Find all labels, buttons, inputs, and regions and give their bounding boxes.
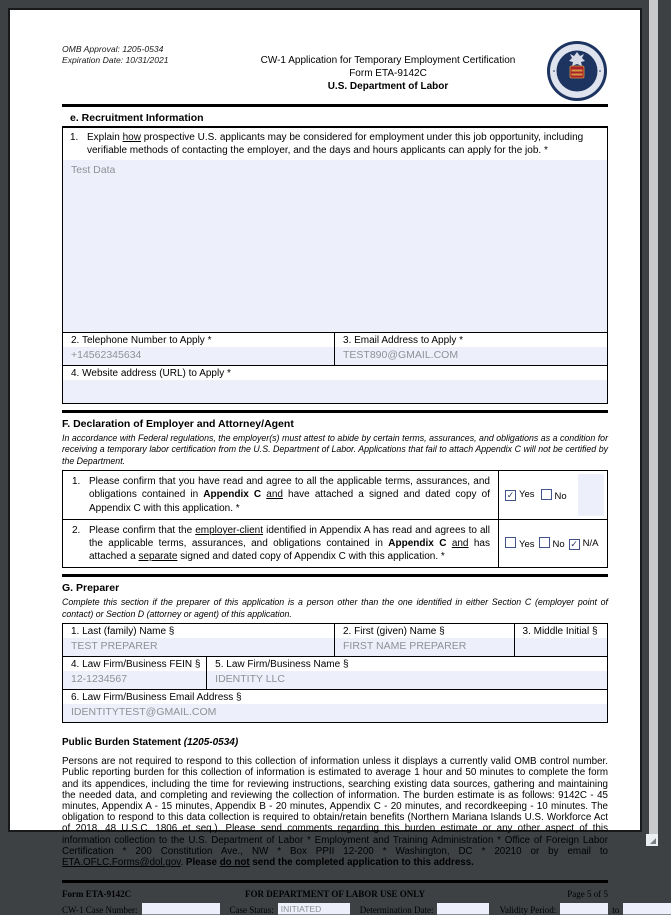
declaration-table (62, 470, 608, 568)
recruitment-question-1-text: Explain how prospective U.S. applicants may be considered for employment under this job opportunity, including verifiable methods of contacting the employer, and the days and hours applicants can apply for the job. * (87, 132, 584, 156)
first-name-label: 2. First (given) Name § (335, 624, 514, 638)
form-title: CW-1 Application for Temporary Employment Certification (260, 55, 516, 66)
expiration-date: Expiration Date: 10/31/2021 (62, 54, 169, 65)
burden-title: Public Burden Statement (62, 737, 184, 749)
no-checkbox[interactable] (541, 489, 552, 500)
question-number: 1. (70, 132, 79, 143)
footer-dol-use-only: FOR DEPARTMENT OF LABOR USE ONLY (245, 889, 425, 900)
form-number: Form ETA-9142C (349, 68, 427, 79)
vertical-scrollbar[interactable] (649, 0, 658, 846)
burden-body: Persons are not required to respond to this collection of information unless it displays a currently valid OMB control number. Public reporting burden for this collection of information is estimated to average 1 hour and 50 minutes to complete the form and its appendices, including the time for reviewing instructions, searching existing data sources, gathering and maintaining the needed data, and completing and reviewing the collection of information. The burden estimate is as follows: 9142C - 45 minutes, Appendix A - 15 minutes, Appendix B - 20 minutes, Appendix C - 20 minutes, and recordkeeping - 10 minutes. The obligation to respond to this data collection is required to obtain/retain benefits (Northern Mariana Islands U.S. Workforce Act of 2018, 48 U.S.C. 1806 et seq.). Please send comments regarding this burden estimate or any other aspect of this information collection to the U.S. Department of Labor * Employment and Training Administration * Office of Foreign Labor Certification * 200 Constitution Ave., NW * Box PPII 12-200 * Washington, DC * 20210 or by email to ETA.OFLC.Forms@dol.gov. Please do not send the completed application to this address. (62, 756, 608, 869)
business-name-input[interactable]: IDENTITY LLC (207, 671, 607, 689)
question-number: 2. (72, 524, 81, 536)
section-e-title: e. Recruitment Information (62, 109, 608, 127)
recruitment-method-textarea[interactable]: Test Data (63, 160, 607, 332)
footer-page-number: Page 5 of 5 (567, 889, 608, 900)
question-number: 1. (72, 476, 81, 488)
divider (62, 410, 608, 413)
section-f-title: F. Declaration of Employer and Attorney/Agent (62, 418, 294, 430)
last-name-input[interactable]: TEST PREPARER (63, 638, 334, 656)
validity-from-field[interactable] (560, 903, 608, 915)
first-name-input[interactable]: FIRST NAME PREPARER (335, 638, 514, 656)
recruitment-contact-box (62, 333, 608, 404)
dol-seal-icon (546, 40, 608, 102)
business-email-label: 6. Law Firm/Business Email Address § (63, 690, 607, 704)
recruitment-question-1-box (62, 127, 608, 333)
na-label: N/A (582, 537, 599, 549)
determination-date-field[interactable] (437, 903, 489, 915)
no-checkbox[interactable] (539, 537, 550, 548)
yes-label: Yes (519, 489, 535, 501)
business-email-input[interactable]: IDENTITYTEST@GMAIL.COM (63, 704, 607, 722)
validity-period-label: Validity Period: (499, 905, 557, 915)
case-number-field[interactable] (142, 903, 220, 915)
section-f-intro: In accordance with Federal regulations, the employer(s) must attest to abide by certain terms, assurances, and obligations as a condition for receiving a temporary labor certification from the U.S. Department of Labor. Applications that fail to attach Appendix C will not be certified by the Department. (62, 433, 608, 466)
telephone-label: 2. Telephone Number to Apply * (63, 333, 334, 347)
no-label: No (554, 490, 567, 502)
divider (62, 574, 608, 577)
case-status-field[interactable]: INITIATED (278, 903, 350, 915)
last-name-label: 1. Last (family) Name § (63, 624, 334, 638)
fein-input[interactable]: 12-1234567 (63, 671, 206, 689)
public-burden-statement (62, 737, 608, 868)
yes-label: Yes (519, 539, 535, 551)
form-page (8, 8, 642, 915)
middle-initial-input[interactable] (515, 638, 607, 656)
website-input[interactable] (63, 380, 607, 403)
case-number-label: CW-1 Case Number: (62, 905, 138, 915)
agency-name: U.S. Department of Labor (327, 81, 449, 92)
yes-checkbox[interactable] (505, 537, 516, 548)
burden-omb-number: (1205-0534) (183, 737, 239, 749)
fein-label: 4. Law Firm/Business FEIN § (63, 657, 206, 671)
validity-to-label: to (612, 905, 620, 915)
omb-approval: OMB Approval: 1205-0534 (62, 44, 164, 54)
no-label: No (552, 539, 565, 551)
na-checkbox[interactable]: ✓ (570, 538, 578, 549)
form-footer (62, 887, 620, 915)
preparer-table (62, 623, 608, 723)
oflc-email-link[interactable]: ETA.OFLC.Forms@dol.gov (62, 857, 181, 869)
yes-checkbox[interactable]: ✓ (506, 490, 515, 501)
page-header (62, 40, 608, 102)
divider (62, 104, 608, 107)
determination-date-label: Determination Date: (359, 905, 434, 915)
footer-form-name: Form ETA-9142C (62, 889, 132, 900)
business-name-label: 5. Law Firm/Business Name § (207, 657, 607, 671)
declaration-question-2-text: Please confirm that the employer-client identified in Appendix A has read and agrees to all the applicable terms, assurances, and obligations contained in Appendix C and has attached a separate signed and dated copy of Appendix C with this application. * (89, 524, 490, 563)
middle-initial-label: 3. Middle Initial § (515, 624, 607, 638)
unused-option-field (578, 474, 604, 516)
website-label: 4. Website address (URL) to Apply * (63, 366, 607, 380)
resize-grip-icon[interactable] (646, 834, 658, 846)
email-apply-label: 3. Email Address to Apply * (335, 333, 607, 347)
telephone-input[interactable]: +14562345634 (63, 347, 334, 365)
declaration-question-1-text: Please confirm that you have read and agree to all the applicable terms, assurances, and obligations contained in Appendix C and have attached a signed and dated copy of Appendix C with this application. * (89, 476, 490, 514)
section-g-title: G. Preparer (62, 582, 120, 595)
validity-to-field[interactable] (623, 903, 671, 915)
divider (62, 880, 608, 883)
email-apply-input[interactable]: TEST890@GMAIL.COM (335, 347, 607, 365)
case-status-label: Case Status: (229, 905, 274, 915)
section-g-intro: Complete this section if the preparer of this application is a person other than the one identified in either Section C (employer point of contact) or Section D (attorney or agent) of this application. (62, 597, 608, 619)
